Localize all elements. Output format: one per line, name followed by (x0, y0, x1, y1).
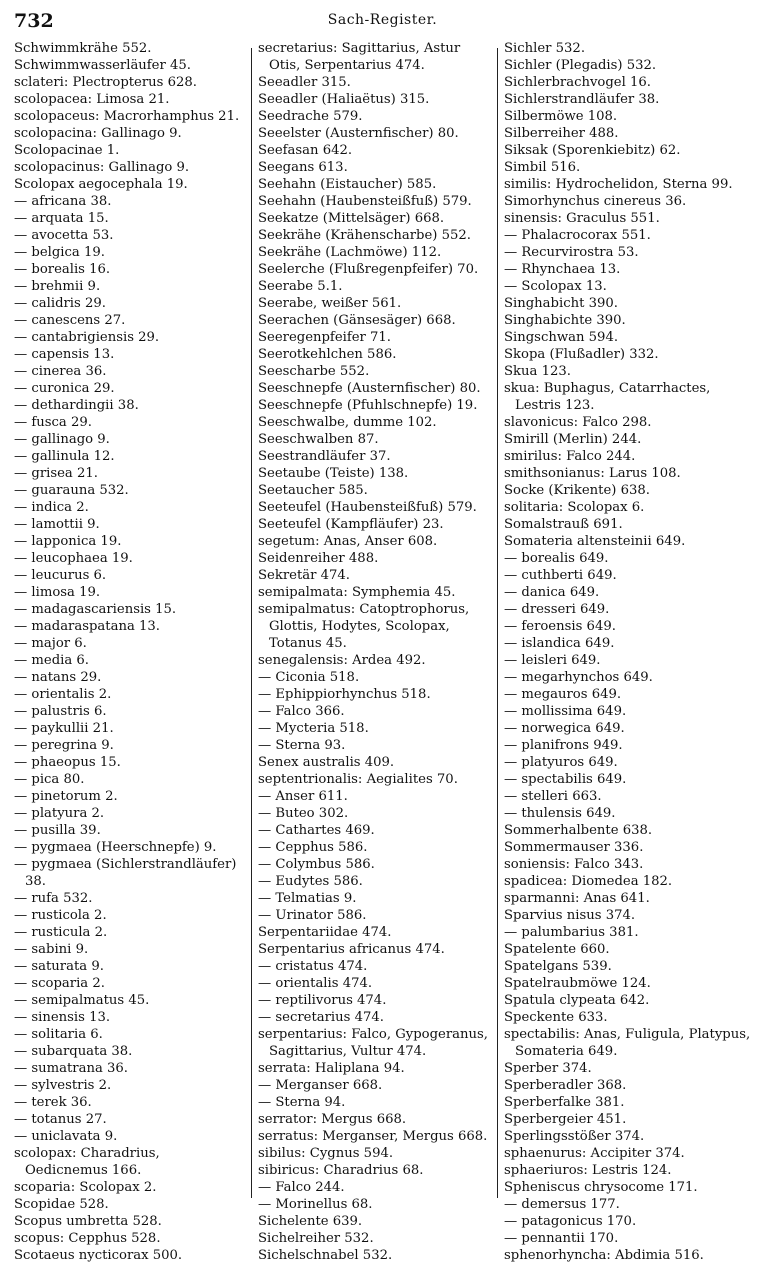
index-entry: Seetaube (Teiste) 138. (258, 466, 409, 481)
index-entry: — calidris 29. (14, 296, 106, 311)
index-entry: — gallinula 12. (14, 449, 115, 464)
index-entry: — Falco 244. (258, 1180, 345, 1195)
index-entry: Seerachen (Gänsesäger) 668. (258, 313, 456, 328)
index-entry: — norwegica 649. (504, 721, 625, 736)
index-entry: — cantabrigiensis 29. (14, 330, 160, 345)
index-entry: sparmanni: Anas 641. (504, 891, 650, 906)
index-entry: smirilus: Falco 244. (504, 449, 636, 464)
index-entry: — megauros 649. (504, 687, 622, 702)
index-columns (0, 40, 765, 1263)
index-entry: — brehmii 9. (14, 279, 101, 294)
index-entry: sphaenurus: Accipiter 374. (504, 1146, 685, 1161)
index-entry: Seescharbe 552. (258, 364, 370, 379)
index-entry: — borealis 16. (14, 262, 111, 277)
index-entry: sphaeriuros: Lestris 124. (504, 1163, 672, 1178)
index-entry: Sperbergeier 451. (504, 1112, 627, 1127)
index-entry: Seedrache 579. (258, 109, 363, 124)
index-entry: — grisea 21. (14, 466, 98, 481)
index-entry: Singhabichte 390. (504, 313, 626, 328)
index-entry: scolopacinus: Gallinago 9. (14, 160, 190, 175)
index-entry: — Eudytes 586. (258, 874, 363, 889)
index-entry: Smirill (Merlin) 244. (504, 432, 642, 447)
index-entry: — terek 36. (14, 1095, 92, 1110)
index-entry: sibilus: Cygnus 594. (258, 1146, 394, 1161)
index-entry: — Ephippiorhynchus 518. (258, 687, 431, 702)
index-entry: — sylvestris 2. (14, 1078, 112, 1093)
index-entry: scopus: Cepphus 528. (14, 1231, 161, 1246)
index-entry: — Buteo 302. (258, 806, 349, 821)
page-header (14, 10, 751, 38)
index-entry: sibiricus: Charadrius 68. (258, 1163, 424, 1178)
index-entry: Sekretär 474. (258, 568, 350, 583)
index-entry: — lapponica 19. (14, 534, 122, 549)
index-entry: — scoparia 2. (14, 976, 105, 991)
index-entry: Sperlingsstößer 374. (504, 1129, 645, 1144)
index-entry: Skopa (Flußadler) 332. (504, 347, 659, 362)
index-entry: — totanus 27. (14, 1112, 107, 1127)
index-entry: — islandica 649. (504, 636, 615, 651)
index-entry: — borealis 649. (504, 551, 609, 566)
index-entry: Somalstrauß 691. (504, 517, 623, 532)
index-entry: Sperber 374. (504, 1061, 592, 1076)
index-entry: Socke (Krikente) 638. (504, 483, 650, 498)
index-entry: — mollissima 649. (504, 704, 627, 719)
index-entry: Senex australis 409. (258, 755, 395, 770)
index-entry: — belgica 19. (14, 245, 105, 260)
index-column-3 (504, 40, 754, 1264)
index-entry: — cuthberti 649. (504, 568, 617, 583)
index-entry: semipalmatus: Catoptrophorus, Glottis, Hodytes, Scolopax, Totanus 45. (258, 602, 470, 651)
index-entry: — pygmaea (Sichlerstrandläufer) 38. (14, 857, 237, 889)
index-entry: Serpentarius africanus 474. (258, 942, 445, 957)
index-entry: Seekatze (Mittelsäger) 668. (258, 211, 445, 226)
index-entry: — Sterna 93. (258, 738, 346, 753)
index-entry: smithsonianus: Larus 108. (504, 466, 681, 481)
index-entry: soniensis: Falco 343. (504, 857, 644, 872)
index-entry: — dresseri 649. (504, 602, 610, 617)
index-entry: sinensis: Graculus 551. (504, 211, 660, 226)
index-entry: Scotaeus nycticorax 500. (14, 1248, 183, 1263)
index-entry: Spatelraubmöwe 124. (504, 976, 651, 991)
index-entry: Seerabe 5.1. (258, 279, 343, 294)
index-entry: Speckente 633. (504, 1010, 608, 1025)
index-entry: spadicea: Diomedea 182. (504, 874, 673, 889)
index-entry: Seehahn (Haubensteißfuß) 579. (258, 194, 472, 209)
index-entry: — rusticola 2. (14, 908, 107, 923)
index-entry: — Cathartes 469. (258, 823, 375, 838)
index-entry: Sichelreiher 532. (258, 1231, 374, 1246)
index-entry: — platyuros 649. (504, 755, 618, 770)
index-entry: — guarauna 532. (14, 483, 129, 498)
index-entry: — demersus 177. (504, 1197, 620, 1212)
index-entry: — phaeopus 15. (14, 755, 121, 770)
index-entry: Skua 123. (504, 364, 571, 379)
index-entry: — orientalis 474. (258, 976, 373, 991)
index-entry: Spheniscus chrysocome 171. (504, 1180, 698, 1195)
index-entry: similis: Hydrochelidon, Sterna 99. (504, 177, 733, 192)
index-entry: scolopacina: Gallinago 9. (14, 126, 182, 141)
index-entry: — pinetorum 2. (14, 789, 118, 804)
index-entry: — major 6. (14, 636, 87, 651)
index-entry: segetum: Anas, Anser 608. (258, 534, 438, 549)
index-entry: — leisleri 649. (504, 653, 601, 668)
index-entry: Seeadler (Haliaëtus) 315. (258, 92, 430, 107)
index-entry: Seehahn (Eistaucher) 585. (258, 177, 437, 192)
index-entry: secretarius: Sagittarius, Astur Otis, Serpentarius 474. (258, 41, 461, 73)
index-entry: — leucophaea 19. (14, 551, 133, 566)
index-entry: Seekrähe (Krähenscharbe) 552. (258, 228, 472, 243)
index-entry: Seeschnepfe (Pfuhlschnepfe) 19. (258, 398, 478, 413)
index-entry: semipalmata: Symphemia 45. (258, 585, 456, 600)
index-entry: — gallinago 9. (14, 432, 110, 447)
index-entry: — media 6. (14, 653, 89, 668)
index-entry: — Sterna 94. (258, 1095, 346, 1110)
index-entry: scolopaceus: Macrorhamphus 21. (14, 109, 240, 124)
index-entry: Spatelgans 539. (504, 959, 612, 974)
index-column-2 (258, 40, 492, 1264)
index-column-1 (14, 40, 246, 1264)
index-entry: — Colymbus 586. (258, 857, 375, 872)
index-entry: — Ciconia 518. (258, 670, 360, 685)
index-entry: Seestrandläufer 37. (258, 449, 391, 464)
index-entry: scoparia: Scolopax 2. (14, 1180, 157, 1195)
index-entry: Seeschwalben 87. (258, 432, 379, 447)
index-entry: — rusticula 2. (14, 925, 108, 940)
index-entry: Seeteufel (Kampfläufer) 23. (258, 517, 444, 532)
index-entry: Seidenreiher 488. (258, 551, 379, 566)
index-entry: — Morinellus 68. (258, 1197, 373, 1212)
index-entry: Seetaucher 585. (258, 483, 368, 498)
index-entry: Seeteufel (Haubensteißfuß) 579. (258, 500, 477, 515)
index-entry: — planifrons 949. (504, 738, 623, 753)
index-entry: — palustris 6. (14, 704, 107, 719)
index-entry: — Rhynchaea 13. (504, 262, 621, 277)
index-entry: — pennantii 170. (504, 1231, 619, 1246)
index-entry: — solitaria 6. (14, 1027, 103, 1042)
index-entry: scolopacea: Limosa 21. (14, 92, 170, 107)
index-entry: Sperberfalke 381. (504, 1095, 625, 1110)
index-entry: Seerabe, weißer 561. (258, 296, 402, 311)
index-entry: — Anser 611. (258, 789, 348, 804)
index-entry: solitaria: Scolopax 6. (504, 500, 645, 515)
index-entry: Sperberadler 368. (504, 1078, 627, 1093)
index-entry: Seerotkehlchen 586. (258, 347, 397, 362)
index-entry: — platyura 2. (14, 806, 105, 821)
index-entry: Seefasan 642. (258, 143, 353, 158)
index-entry: — reptilivorus 474. (258, 993, 387, 1008)
index-entry: Singhabicht 390. (504, 296, 618, 311)
index-entry: — peregrina 9. (14, 738, 114, 753)
index-entry: — secretarius 474. (258, 1010, 384, 1025)
index-entry: skua: Buphagus, Catarrhactes, Lestris 123. (504, 381, 711, 413)
index-entry: Seeelster (Austernfischer) 80. (258, 126, 459, 141)
index-entry: senegalensis: Ardea 492. (258, 653, 426, 668)
index-entry: Sommermauser 336. (504, 840, 644, 855)
index-entry: — uniclavata 9. (14, 1129, 118, 1144)
index-entry: — pica 80. (14, 772, 85, 787)
index-entry: septentrionalis: Aegialites 70. (258, 772, 458, 787)
index-entry: slavonicus: Falco 298. (504, 415, 652, 430)
index-entry: — indica 2. (14, 500, 89, 515)
index-entry: — madaraspatana 13. (14, 619, 160, 634)
index-entry: — natans 29. (14, 670, 102, 685)
index-entry: — Scolopax 13. (504, 279, 607, 294)
index-entry: — paykullii 21. (14, 721, 114, 736)
index-entry: — palumbarius 381. (504, 925, 639, 940)
index-entry: Somateria altensteinii 649. (504, 534, 686, 549)
column-divider (497, 48, 498, 1198)
index-entry: — Falco 366. (258, 704, 345, 719)
index-entry: Sommerhalbente 638. (504, 823, 653, 838)
index-entry: — dethardingii 38. (14, 398, 139, 413)
index-entry: scolopax: Charadrius, Oedicnemus 166. (14, 1146, 160, 1178)
index-entry: — Cepphus 586. (258, 840, 368, 855)
index-entry: Scolopax aegocephala 19. (14, 177, 188, 192)
index-entry: — Mycteria 518. (258, 721, 369, 736)
index-entry: — Recurvirostra 53. (504, 245, 639, 260)
index-entry: Sichlerstrandläufer 38. (504, 92, 660, 107)
index-entry: serratus: Merganser, Mergus 668. (258, 1129, 488, 1144)
index-entry: Sichler 532. (504, 41, 586, 56)
index-entry: — patagonicus 170. (504, 1214, 637, 1229)
index-entry: — sinensis 13. (14, 1010, 111, 1025)
index-entry: Silberreiher 488. (504, 126, 619, 141)
index-entry: Seeschwalbe, dumme 102. (258, 415, 437, 430)
index-entry: — madagascariensis 15. (14, 602, 177, 617)
index-entry: — canescens 27. (14, 313, 126, 328)
index-entry: Scopus umbretta 528. (14, 1214, 162, 1229)
index-entry: sclateri: Plectropterus 628. (14, 75, 197, 90)
index-entry: serrator: Mergus 668. (258, 1112, 407, 1127)
index-entry: Serpentariidae 474. (258, 925, 392, 940)
index-entry: — rufa 532. (14, 891, 93, 906)
index-entry: Seeregenpfeifer 71. (258, 330, 391, 345)
index-entry: Scolopacinae 1. (14, 143, 120, 158)
index-entry: — limosa 19. (14, 585, 101, 600)
index-entry: Schwimmkrähe 552. (14, 41, 152, 56)
index-entry: Sichelschnabel 532. (258, 1248, 393, 1263)
index-entry: — sumatrana 36. (14, 1061, 128, 1076)
index-entry: — spectabilis 649. (504, 772, 627, 787)
index-entry: Simbil 516. (504, 160, 581, 175)
index-entry: Spatelente 660. (504, 942, 610, 957)
index-entry: — arquata 15. (14, 211, 109, 226)
index-entry: Scopidae 528. (14, 1197, 109, 1212)
index-entry: — cristatus 474. (258, 959, 368, 974)
index-entry: — curonica 29. (14, 381, 115, 396)
index-entry: Sparvius nisus 374. (504, 908, 636, 923)
index-entry: — Telmatias 9. (258, 891, 357, 906)
index-entry: — Phalacrocorax 551. (504, 228, 651, 243)
index-entry: — saturata 9. (14, 959, 104, 974)
index-entry: Singschwan 594. (504, 330, 619, 345)
index-entry: — lamottii 9. (14, 517, 100, 532)
index-entry: Sichelente 639. (258, 1214, 363, 1229)
index-entry: Silbermöwe 108. (504, 109, 618, 124)
index-entry: sphenorhyncha: Abdimia 516. (504, 1248, 704, 1263)
index-entry: — cinerea 36. (14, 364, 107, 379)
index-entry: Seegans 613. (258, 160, 348, 175)
index-entry: Seeschnepfe (Austernfischer) 80. (258, 381, 481, 396)
index-entry: Siksak (Sporenkiebitz) 62. (504, 143, 681, 158)
index-entry: — africana 38. (14, 194, 112, 209)
index-entry: Spatula clypeata 642. (504, 993, 650, 1008)
index-entry: Seeadler 315. (258, 75, 351, 90)
index-entry: — danica 649. (504, 585, 600, 600)
index-entry: serpentarius: Falco, Gypogeranus, Sagittarius, Vultur 474. (258, 1027, 488, 1059)
index-entry: — feroensis 649. (504, 619, 616, 634)
index-entry: — pygmaea (Heerschnepfe) 9. (14, 840, 217, 855)
index-entry: Schwimmwasserläufer 45. (14, 58, 191, 73)
index-entry: — pusilla 39. (14, 823, 101, 838)
index-entry: Seelerche (Flußregenpfeifer) 70. (258, 262, 479, 277)
index-entry: — capensis 13. (14, 347, 115, 362)
index-entry: — semipalmatus 45. (14, 993, 150, 1008)
index-entry: serrata: Haliplana 94. (258, 1061, 405, 1076)
index-entry: Sichlerbrachvogel 16. (504, 75, 651, 90)
index-entry: — sabini 9. (14, 942, 89, 957)
running-title: Sach-Register. (327, 12, 438, 28)
index-entry: — avocetta 53. (14, 228, 114, 243)
index-entry: — subarquata 38. (14, 1044, 133, 1059)
index-entry: — fusca 29. (14, 415, 92, 430)
index-entry: Sichler (Plegadis) 532. (504, 58, 657, 73)
index-entry: spectabilis: Anas, Fuligula, Platypus, Somateria 649. (504, 1027, 751, 1059)
column-divider (251, 48, 252, 1198)
index-entry: — megarhynchos 649. (504, 670, 653, 685)
index-entry: — thulensis 649. (504, 806, 616, 821)
index-entry: — Urinator 586. (258, 908, 367, 923)
index-entry: — Merganser 668. (258, 1078, 383, 1093)
index-entry: — stelleri 663. (504, 789, 602, 804)
page-number: 732 (14, 10, 54, 32)
index-entry: — leucurus 6. (14, 568, 107, 583)
index-entry: — orientalis 2. (14, 687, 112, 702)
index-entry: Seekrähe (Lachmöwe) 112. (258, 245, 442, 260)
index-entry: Simorhynchus cinereus 36. (504, 194, 687, 209)
